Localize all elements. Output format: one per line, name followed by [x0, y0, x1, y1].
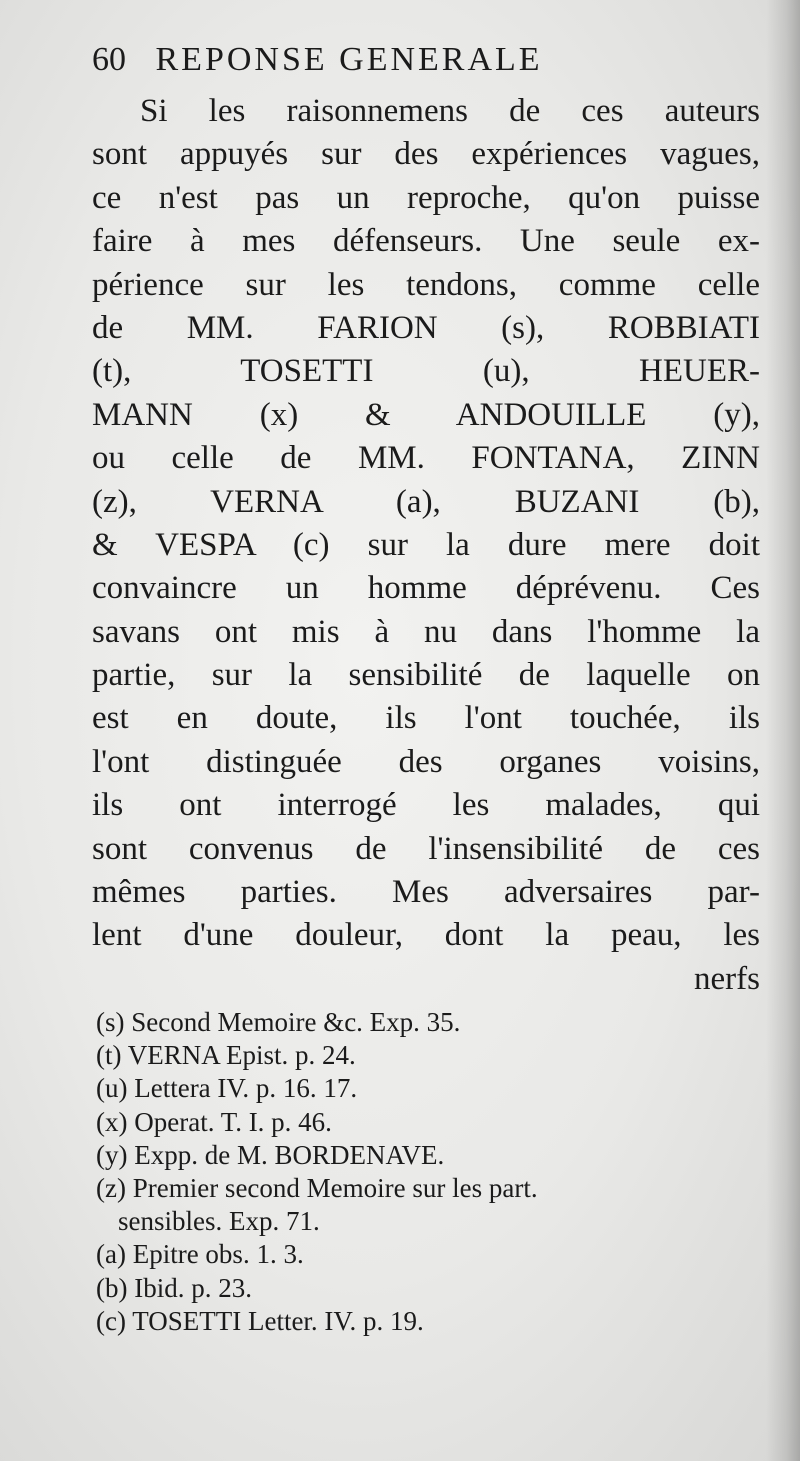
- running-title: REPONSE GENERALE: [155, 41, 543, 78]
- text-line: faire à mes défenseurs. Une seule ex-: [92, 223, 760, 260]
- footnote: (a) Epitre obs. 1. 3.: [96, 1239, 304, 1270]
- page-number: 60: [92, 41, 126, 78]
- text-line: Si les raisonnemens de ces auteurs: [140, 93, 760, 129]
- text-line: & VESPA (c) sur la dure mere doit: [92, 526, 760, 563]
- running-header: [92, 38, 732, 82]
- text-line: sont convenus de l'insensibilité de ces: [92, 830, 760, 867]
- text-line: ce n'est pas un reproche, qu'on puisse: [92, 179, 760, 216]
- main-text: [92, 90, 760, 1001]
- footnote: (t) VERNA Epist. p. 24.: [96, 1040, 356, 1071]
- footnote: (u) Lettera IV. p. 16. 17.: [96, 1073, 358, 1104]
- footnotes: [96, 1006, 756, 1338]
- text-line: (z), VERNA (a), BUZANI (b),: [92, 483, 760, 520]
- footnote: (x) Operat. T. I. p. 46.: [96, 1106, 332, 1137]
- text-line: est en doute, ils l'ont touchée, ils: [92, 700, 760, 737]
- text-line: ou celle de MM. FONTANA, ZINN: [92, 440, 760, 477]
- text-line: lent d'une douleur, dont la peau, les: [92, 917, 760, 954]
- text-line: ils ont interrogé les malades, qui: [92, 787, 760, 824]
- text-line: MANN (x) & ANDOUILLE (y),: [92, 396, 760, 433]
- text-line: (t), TOSETTI (u), HEUER-: [92, 353, 760, 390]
- footnote: (s) Second Memoire &c. Exp. 35.: [96, 1007, 461, 1037]
- text-line: mêmes parties. Mes adversaires par-: [92, 874, 760, 911]
- text-line: sont appuyés sur des expériences vagues,: [92, 136, 760, 173]
- footnote: (c) TOSETTI Letter. IV. p. 19.: [96, 1305, 424, 1336]
- footnote: (b) Ibid. p. 23.: [96, 1272, 252, 1303]
- page-edge-shadow: [766, 0, 800, 1461]
- text-line: convaincre un homme déprévenu. Ces: [92, 570, 760, 607]
- footnote: (y) Expp. de M. BORDENAVE.: [96, 1139, 445, 1170]
- text-line: périence sur les tendons, comme celle: [92, 266, 760, 303]
- catchword: nerfs: [694, 960, 760, 997]
- text-line: de MM. FARION (s), ROBBIATI: [92, 309, 760, 346]
- text-line: savans ont mis à nu dans l'homme la: [92, 613, 760, 650]
- text-line: partie, sur la sensibilité de laquelle on: [92, 657, 760, 694]
- footnote: (z) Premier second Memoire sur les part.: [96, 1172, 538, 1203]
- footnote-continuation: sensibles. Exp. 71.: [118, 1206, 320, 1237]
- text-line: l'ont distinguée des organes voisins,: [92, 743, 760, 780]
